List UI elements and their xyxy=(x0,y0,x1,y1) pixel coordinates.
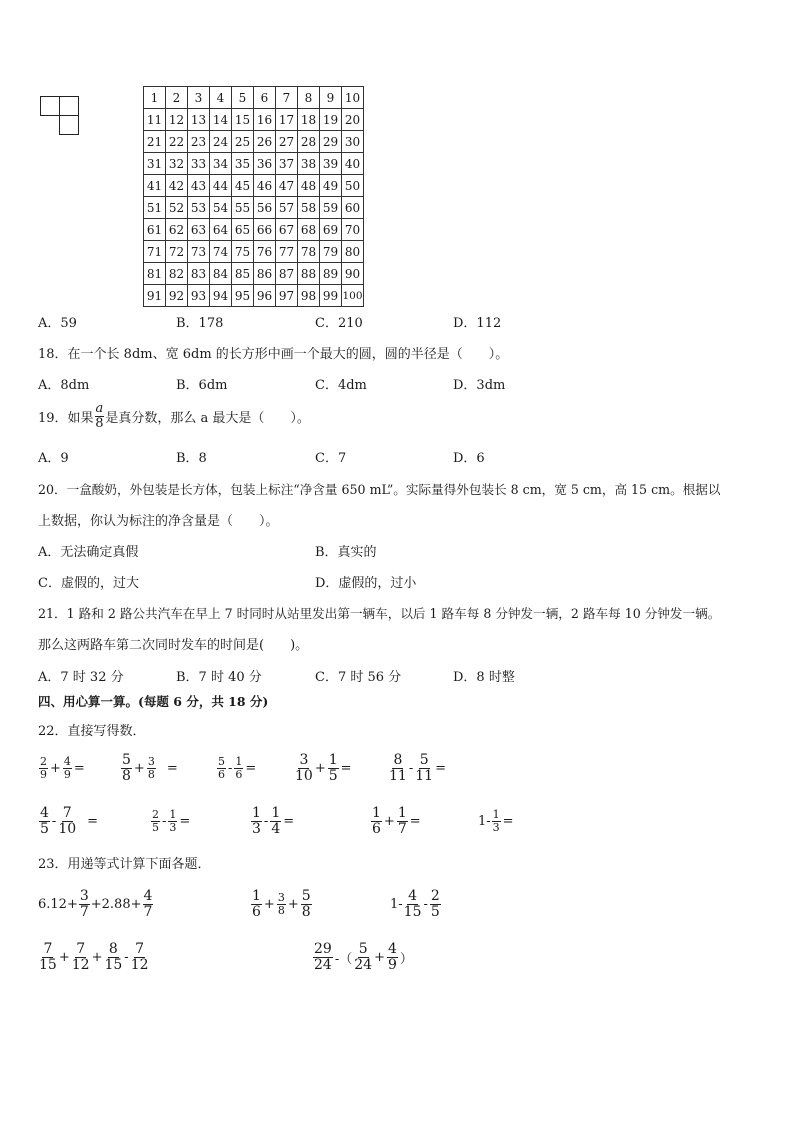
q20-option-b[interactable]: B．真实的 xyxy=(315,545,377,560)
operator: -（ xyxy=(334,951,353,967)
q22-title: 22．直接写得数． xyxy=(38,724,146,739)
term: +2.88+ xyxy=(90,896,142,912)
q23-title: 23．用递等式计算下面各题． xyxy=(38,857,211,872)
frac-den: 11 xyxy=(389,767,407,784)
grid-cell: 85 xyxy=(232,263,254,285)
grid-cell: 52 xyxy=(166,197,188,219)
frac-num: 29 xyxy=(314,941,332,957)
grid-cell: 51 xyxy=(144,197,166,219)
grid-cell: 59 xyxy=(320,197,342,219)
shape-square-1 xyxy=(40,96,60,116)
grid-cell: 96 xyxy=(254,285,276,307)
grid-cell: 23 xyxy=(188,131,210,153)
frac-den: 7 xyxy=(397,820,407,837)
grid-cell: 98 xyxy=(298,285,320,307)
equals-sign: = xyxy=(245,760,257,776)
grid-cell: 61 xyxy=(144,219,166,241)
operator: + xyxy=(91,949,103,965)
frac-den: 9 xyxy=(63,767,71,781)
q20-option-a[interactable]: A．无法确定真假 xyxy=(38,545,139,560)
grid-row xyxy=(144,87,364,109)
q18-option-a[interactable]: A．8dm xyxy=(38,378,90,393)
grid-cell: 67 xyxy=(276,219,298,241)
frac-den: 11 xyxy=(415,767,434,784)
grid-cell: 8 xyxy=(298,87,320,109)
frac-den: 5 xyxy=(328,767,338,784)
grid-cell: 90 xyxy=(342,263,364,285)
equals-sign: = xyxy=(340,760,352,776)
grid-cell: 7 xyxy=(276,87,298,109)
frac-den: 8 xyxy=(301,903,311,920)
operator: - xyxy=(228,760,233,776)
grid-cell: 37 xyxy=(276,153,298,175)
operator: + xyxy=(50,760,61,776)
grid-cell: 89 xyxy=(320,263,342,285)
equals-sign: = xyxy=(179,813,191,829)
q19-suffix: 是真分数，那么 a 最大是（ ）。 xyxy=(105,410,310,426)
frac-den: 15 xyxy=(39,956,57,973)
frac-num: 5 xyxy=(301,888,311,904)
grid-cell: 54 xyxy=(210,197,232,219)
frac-num: 4 xyxy=(40,805,49,821)
frac-den: 5 xyxy=(430,903,440,920)
frac-num: 2 xyxy=(430,888,440,904)
q23-expr-4 xyxy=(38,942,150,972)
grid-cell: 42 xyxy=(166,175,188,197)
frac-num: 5 xyxy=(122,752,131,768)
grid-cell: 27 xyxy=(276,131,298,153)
operator: - xyxy=(423,896,428,912)
operator: + xyxy=(58,949,70,965)
grid-cell: 66 xyxy=(254,219,276,241)
grid-cell: 45 xyxy=(232,175,254,197)
frac-num: 3 xyxy=(147,755,155,769)
lead-term: 1- xyxy=(478,813,491,829)
q23-expr-2 xyxy=(250,889,313,919)
grid-cell: 11 xyxy=(144,109,166,131)
grid-cell: 55 xyxy=(232,197,254,219)
grid-cell: 38 xyxy=(298,153,320,175)
frac-den: 8 xyxy=(277,903,285,917)
q19-frac-den: 8 xyxy=(95,415,104,431)
grid-cell: 87 xyxy=(276,263,298,285)
q18-option-c[interactable]: C．4dm xyxy=(315,378,367,393)
grid-cell: 10 xyxy=(342,87,364,109)
grid-row xyxy=(144,153,364,175)
frac-den: 7 xyxy=(143,903,153,920)
grid-cell: 21 xyxy=(144,131,166,153)
frac-num: 4 xyxy=(408,888,418,904)
term: 6.12+ xyxy=(38,896,78,912)
frac-num: 1 xyxy=(372,805,381,821)
grid-cell: 35 xyxy=(232,153,254,175)
shape-square-2 xyxy=(59,96,79,116)
grid-cell: 22 xyxy=(166,131,188,153)
frac-den: 3 xyxy=(492,820,500,834)
q22-expr-5 xyxy=(388,753,447,783)
q22-expr-9 xyxy=(370,806,422,836)
grid-cell: 62 xyxy=(166,219,188,241)
grid-cell: 82 xyxy=(166,263,188,285)
q21-option-d[interactable]: D．8 时整 xyxy=(453,670,515,685)
lead-term: 1- xyxy=(390,896,403,912)
grid-cell: 28 xyxy=(298,131,320,153)
frac-num: 1 xyxy=(252,888,261,904)
frac-num: 4 xyxy=(387,941,397,957)
close-paren: ） xyxy=(399,951,413,967)
grid-cell: 39 xyxy=(320,153,342,175)
frac-den: 24 xyxy=(314,956,332,973)
grid-cell: 69 xyxy=(320,219,342,241)
grid-cell: 13 xyxy=(188,109,210,131)
frac-num: 5 xyxy=(419,752,429,768)
grid-cell: 20 xyxy=(342,109,364,131)
frac-den: 8 xyxy=(147,767,155,781)
frac-den: 24 xyxy=(354,956,373,973)
frac-den: 8 xyxy=(122,767,131,784)
grid-cell: 63 xyxy=(188,219,210,241)
frac-num: 2 xyxy=(40,755,47,768)
grid-cell: 19 xyxy=(320,109,342,131)
frac-den: 12 xyxy=(130,956,149,973)
grid-cell: 84 xyxy=(210,263,232,285)
frac-num: 1 xyxy=(235,755,243,768)
q18-option-d[interactable]: D．3dm xyxy=(453,378,506,393)
q20-option-d[interactable]: D．虚假的，过小 xyxy=(315,576,417,591)
q21-option-a[interactable]: A．7 时 32 分 xyxy=(38,670,124,685)
frac-num: 3 xyxy=(277,891,285,905)
q22-expr-4 xyxy=(294,753,353,783)
grid-cell: 46 xyxy=(254,175,276,197)
grid-cell: 68 xyxy=(298,219,320,241)
frac-num: 4 xyxy=(63,755,71,768)
grid-cell: 81 xyxy=(144,263,166,285)
frac-den: 6 xyxy=(218,767,225,781)
q22-expr-7 xyxy=(150,809,191,833)
section4-title: 四、用心算一算。(每题 6 分，共 18 分) xyxy=(38,694,269,709)
grid-cell: 41 xyxy=(144,175,166,197)
equals-sign: = xyxy=(435,760,446,776)
grid-cell: 16 xyxy=(254,109,276,131)
operator: - xyxy=(124,949,129,965)
grid-cell: 17 xyxy=(276,109,298,131)
grid-row xyxy=(144,263,364,285)
frac-den: 6 xyxy=(252,903,261,920)
q19-option-a[interactable]: A．9 xyxy=(38,451,69,466)
q17-option-d[interactable]: D．112 xyxy=(453,316,502,331)
frac-den: 3 xyxy=(252,820,261,837)
q21-line1: 21．1 路和 2 路公共汽车在早上 7 时同时从站里发出第一辆车，以后 1 路车每 8 分钟发一辆，2 路车每 10 分钟发一辆。 xyxy=(38,606,721,621)
q20-line2: 上数据，你认为标注的净含量是（ ）。 xyxy=(38,514,279,529)
grid-cell: 75 xyxy=(232,241,254,263)
grid-cell: 88 xyxy=(298,263,320,285)
frac-den: 9 xyxy=(387,956,397,973)
grid-cell: 83 xyxy=(188,263,210,285)
grid-cell: 71 xyxy=(144,241,166,263)
frac-num: 1 xyxy=(169,808,177,821)
grid-cell: 58 xyxy=(298,197,320,219)
grid-cell: 33 xyxy=(188,153,210,175)
equals-sign: = xyxy=(166,760,178,776)
grid-cell: 97 xyxy=(276,285,298,307)
grid-cell: 31 xyxy=(144,153,166,175)
grid-cell: 64 xyxy=(210,219,232,241)
grid-cell: 34 xyxy=(210,153,232,175)
grid-cell: 25 xyxy=(232,131,254,153)
grid-cell: 78 xyxy=(298,241,320,263)
q22-expr-1 xyxy=(38,756,86,780)
grid-cell: 91 xyxy=(144,285,166,307)
q19-fraction xyxy=(95,402,105,430)
grid-cell: 94 xyxy=(210,285,232,307)
grid-cell: 73 xyxy=(188,241,210,263)
operator: + xyxy=(263,896,275,912)
operator: + xyxy=(133,760,145,776)
l-shape-figure xyxy=(40,96,80,136)
frac-den: 5 xyxy=(40,820,49,837)
grid-cell: 48 xyxy=(298,175,320,197)
frac-den: 10 xyxy=(58,820,77,837)
frac-den: 15 xyxy=(403,903,422,920)
grid-cell: 53 xyxy=(188,197,210,219)
grid-cell: 76 xyxy=(254,241,276,263)
grid-cell: 36 xyxy=(254,153,276,175)
grid-cell: 92 xyxy=(166,285,188,307)
frac-num: 1 xyxy=(271,805,281,821)
grid-cell: 9 xyxy=(320,87,342,109)
grid-cell: 95 xyxy=(232,285,254,307)
equals-sign: = xyxy=(73,760,85,776)
q23-expr-3 xyxy=(390,889,442,919)
grid-cell: 79 xyxy=(320,241,342,263)
grid-cell: 26 xyxy=(254,131,276,153)
q18-option-b[interactable]: B．6dm xyxy=(176,378,228,393)
frac-den: 15 xyxy=(104,956,123,973)
frac-num: 1 xyxy=(252,805,261,821)
grid-cell: 57 xyxy=(276,197,298,219)
q19-frac-num: a xyxy=(95,401,104,416)
grid-cell: 15 xyxy=(232,109,254,131)
frac-num: 1 xyxy=(328,752,338,768)
grid-cell: 18 xyxy=(298,109,320,131)
q18-text: 18．在一个长 8dm、宽 6dm 的长方形中画一个最大的圆，圆的半径是（ ）。 xyxy=(38,347,509,362)
equals-sign: = xyxy=(502,813,514,829)
frac-den: 4 xyxy=(271,820,281,837)
grid-cell: 5 xyxy=(232,87,254,109)
grid-row xyxy=(144,197,364,219)
q22-expr-10 xyxy=(478,809,515,833)
equals-sign: = xyxy=(283,813,295,829)
q19-prefix: 19．如果 xyxy=(38,410,94,426)
frac-num: 1 xyxy=(397,805,407,821)
grid-row xyxy=(144,219,364,241)
grid-cell: 72 xyxy=(166,241,188,263)
grid-cell: 24 xyxy=(210,131,232,153)
frac-num: 7 xyxy=(76,941,86,957)
frac-den: 7 xyxy=(79,903,89,920)
grid-cell: 14 xyxy=(210,109,232,131)
frac-den: 6 xyxy=(235,767,243,781)
q17-option-a[interactable]: A．59 xyxy=(38,316,77,331)
q22-expr-8 xyxy=(250,806,295,836)
number-grid xyxy=(143,86,364,307)
frac-num: 8 xyxy=(108,941,118,957)
grid-row xyxy=(144,241,364,263)
grid-cell: 93 xyxy=(188,285,210,307)
grid-row xyxy=(144,285,364,307)
q21-option-b[interactable]: B．7 时 40 分 xyxy=(176,670,262,685)
q22-expr-2 xyxy=(120,753,179,783)
equals-sign: = xyxy=(409,813,421,829)
q19-option-b[interactable]: B．8 xyxy=(176,451,207,466)
operator: - xyxy=(162,813,167,829)
frac-num: 5 xyxy=(358,941,368,957)
q21-line2: 那么这两路车第二次同时发车的时间是( )。 xyxy=(38,638,309,653)
frac-num: 3 xyxy=(299,752,309,768)
frac-num: 4 xyxy=(143,888,153,904)
grid-cell: 29 xyxy=(320,131,342,153)
grid-cell: 50 xyxy=(342,175,364,197)
frac-num: 1 xyxy=(492,808,500,821)
q23-expr-5 xyxy=(312,942,414,972)
frac-num: 7 xyxy=(43,941,53,957)
frac-num: 7 xyxy=(62,805,72,821)
frac-den: 5 xyxy=(152,820,159,834)
grid-cell: 49 xyxy=(320,175,342,197)
grid-cell: 100 xyxy=(342,285,364,307)
frac-den: 6 xyxy=(372,820,381,837)
q22-expr-6 xyxy=(38,806,99,836)
operator: + xyxy=(287,896,299,912)
grid-cell: 56 xyxy=(254,197,276,219)
grid-cell: 74 xyxy=(210,241,232,263)
operator: + xyxy=(374,949,385,965)
frac-den: 9 xyxy=(40,767,47,781)
frac-den: 3 xyxy=(169,820,177,834)
grid-cell: 43 xyxy=(188,175,210,197)
operator: + xyxy=(314,760,326,776)
grid-cell: 44 xyxy=(210,175,232,197)
q20-option-c[interactable]: C．虚假的，过大 xyxy=(38,576,139,591)
q19-option-c[interactable]: C．7 xyxy=(315,451,347,466)
grid-cell: 60 xyxy=(342,197,364,219)
operator: - xyxy=(51,813,57,829)
grid-cell: 1 xyxy=(144,87,166,109)
frac-num: 7 xyxy=(135,941,145,957)
grid-cell: 2 xyxy=(166,87,188,109)
grid-cell: 70 xyxy=(342,219,364,241)
frac-num: 3 xyxy=(79,888,89,904)
frac-den: 10 xyxy=(295,767,313,784)
grid-cell: 40 xyxy=(342,153,364,175)
q17-option-b[interactable]: B．178 xyxy=(176,316,224,331)
q22-expr-3 xyxy=(216,756,257,780)
grid-cell: 47 xyxy=(276,175,298,197)
grid-cell: 12 xyxy=(166,109,188,131)
q17-option-c[interactable]: C．210 xyxy=(315,316,363,331)
grid-cell: 30 xyxy=(342,131,364,153)
grid-cell: 77 xyxy=(276,241,298,263)
grid-cell: 80 xyxy=(342,241,364,263)
equals-sign: = xyxy=(87,813,99,829)
grid-cell: 99 xyxy=(320,285,342,307)
grid-row xyxy=(144,109,364,131)
grid-cell: 86 xyxy=(254,263,276,285)
operator: - xyxy=(408,760,414,776)
frac-num: 8 xyxy=(393,752,403,768)
grid-cell: 6 xyxy=(254,87,276,109)
q23-expr-1 xyxy=(38,889,154,919)
operator: + xyxy=(383,813,395,829)
frac-num: 2 xyxy=(152,808,159,821)
grid-cell: 4 xyxy=(210,87,232,109)
frac-den: 12 xyxy=(71,956,90,973)
grid-cell: 32 xyxy=(166,153,188,175)
grid-cell: 65 xyxy=(232,219,254,241)
shape-square-3 xyxy=(59,115,79,135)
grid-cell: 3 xyxy=(188,87,210,109)
frac-num: 5 xyxy=(218,755,225,768)
q19-option-d[interactable]: D．6 xyxy=(453,451,485,466)
operator: - xyxy=(263,813,269,829)
grid-row xyxy=(144,175,364,197)
q21-option-c[interactable]: C．7 时 56 分 xyxy=(315,670,402,685)
q20-line1: 20．一盒酸奶，外包装是长方体，包装上标注“净含量 650 mL”。实际量得外包装长 8 cm，宽 5 cm，高 15 cm。根据以 xyxy=(38,482,721,497)
grid-row xyxy=(144,131,364,153)
q19-text xyxy=(38,402,310,430)
